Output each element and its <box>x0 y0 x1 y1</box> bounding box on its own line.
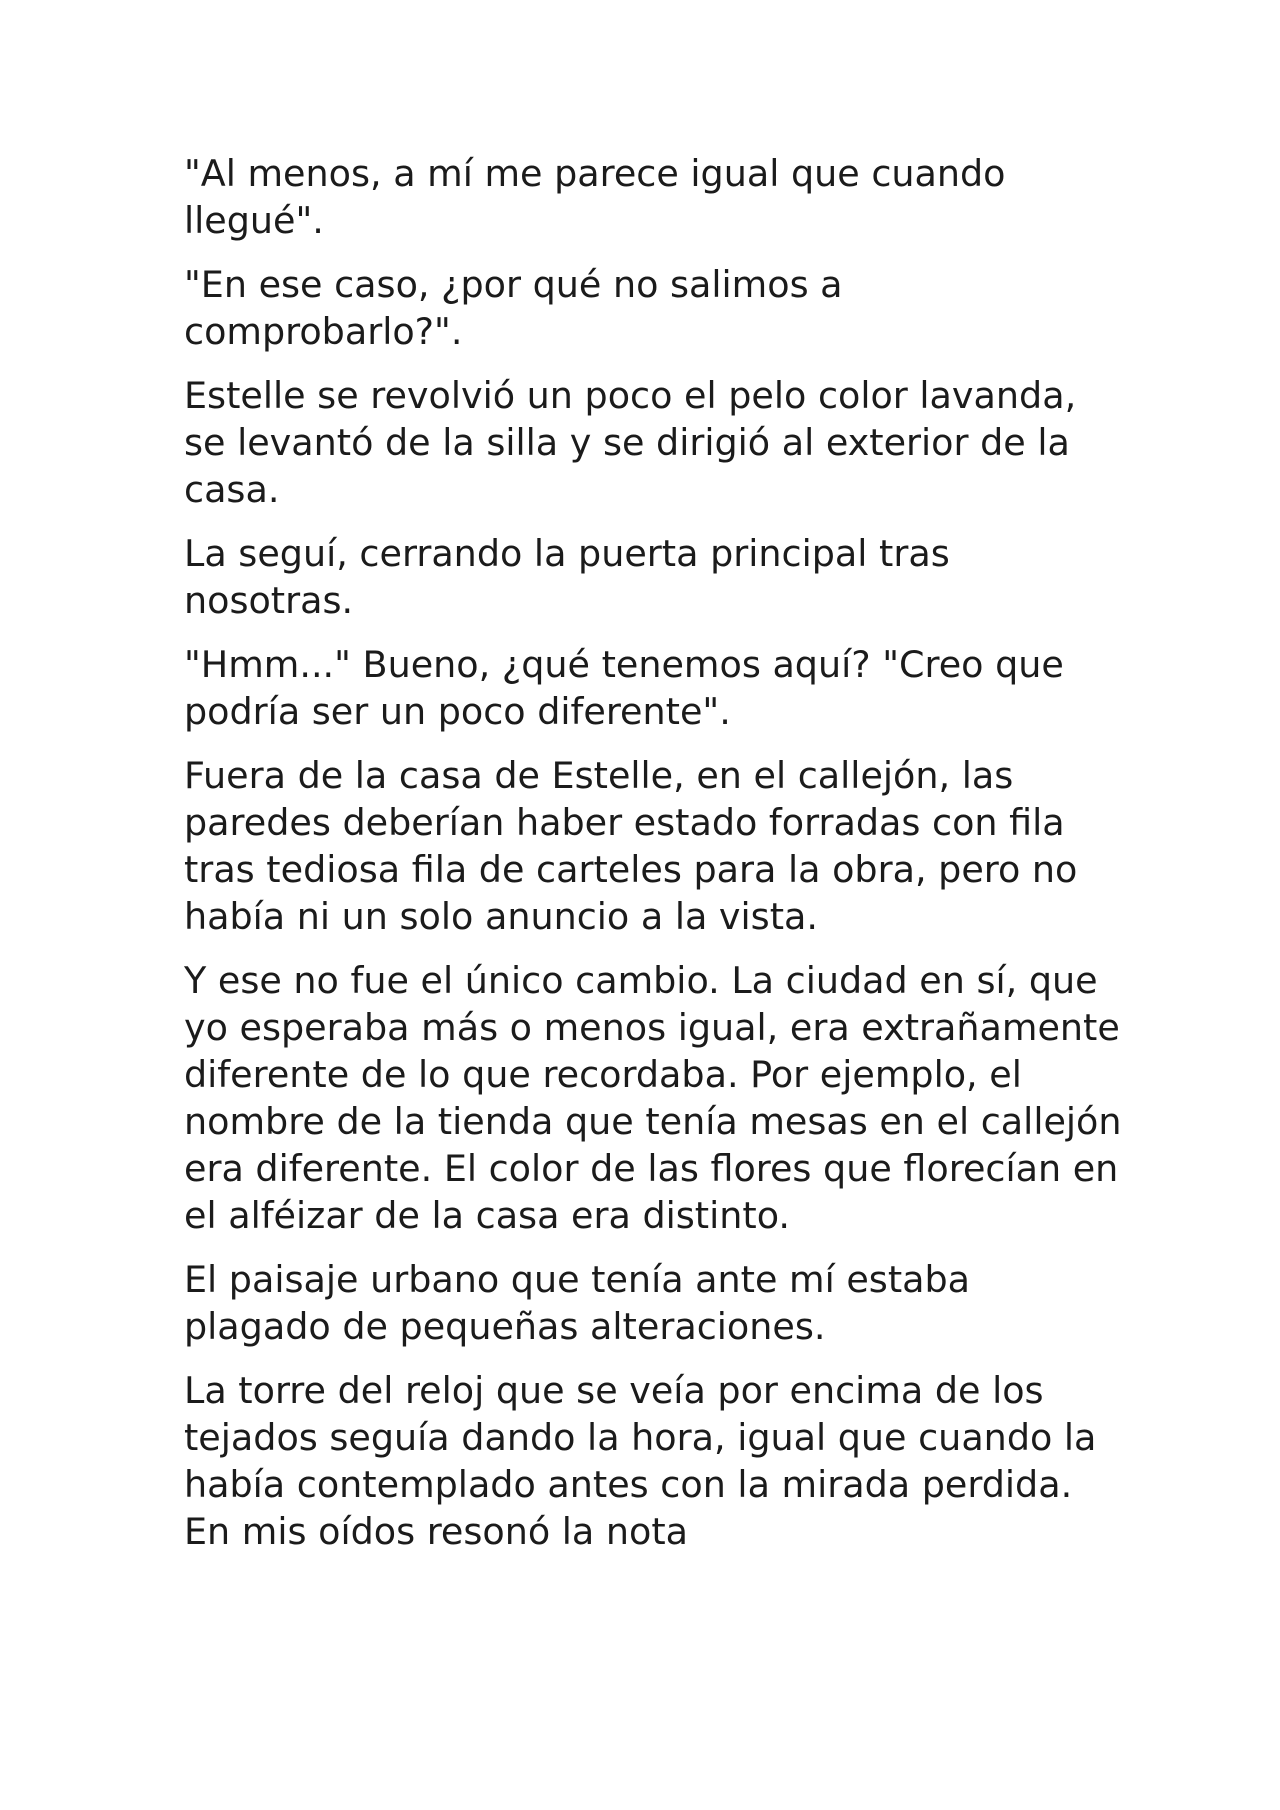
paragraph-4: La seguí, cerrando la puerta principal tras nosotras. <box>184 532 950 622</box>
paragraph-5: "Hmm..." Bueno, ¿qué tenemos aquí? "Creo que podría ser un poco diferente". <box>184 643 1064 733</box>
body-text <box>184 150 1124 1572</box>
paragraph-6: Fuera de la casa de Estelle, en el callejón, las paredes deberían haber estado forradas con fila tras tediosa fila de carteles para la obra, pero no había ni un solo anuncio a la vista. <box>184 754 1078 938</box>
paragraph-9: La torre del reloj que se veía por encima de los tejados seguía dando la hora, igual que cuando la había contemplado antes con la mirada perdida. En mis oídos resonó la nota <box>184 1369 1097 1553</box>
paragraph-7: Y ese no fue el único cambio. La ciudad en sí, que yo esperaba más o menos igual, era extrañamente diferente de lo que recordaba. Por ejemplo, el nombre de la tienda que tenía mesas en el callejón era diferente. El color de las flores que florecían en el alféizar de la casa era distinto. <box>184 959 1122 1237</box>
paragraph-3: Estelle se revolvió un poco el pelo color lavanda, se levantó de la silla y se dirigió al exterior de la casa. <box>184 374 1077 511</box>
paragraph-2: "En ese caso, ¿por qué no salimos a comprobarlo?". <box>184 263 843 353</box>
paragraph-8: El paisaje urbano que tenía ante mí estaba plagado de pequeñas alteraciones. <box>184 1258 971 1348</box>
paragraph-1: "Al menos, a mí me parece igual que cuando llegué". <box>184 152 1006 242</box>
